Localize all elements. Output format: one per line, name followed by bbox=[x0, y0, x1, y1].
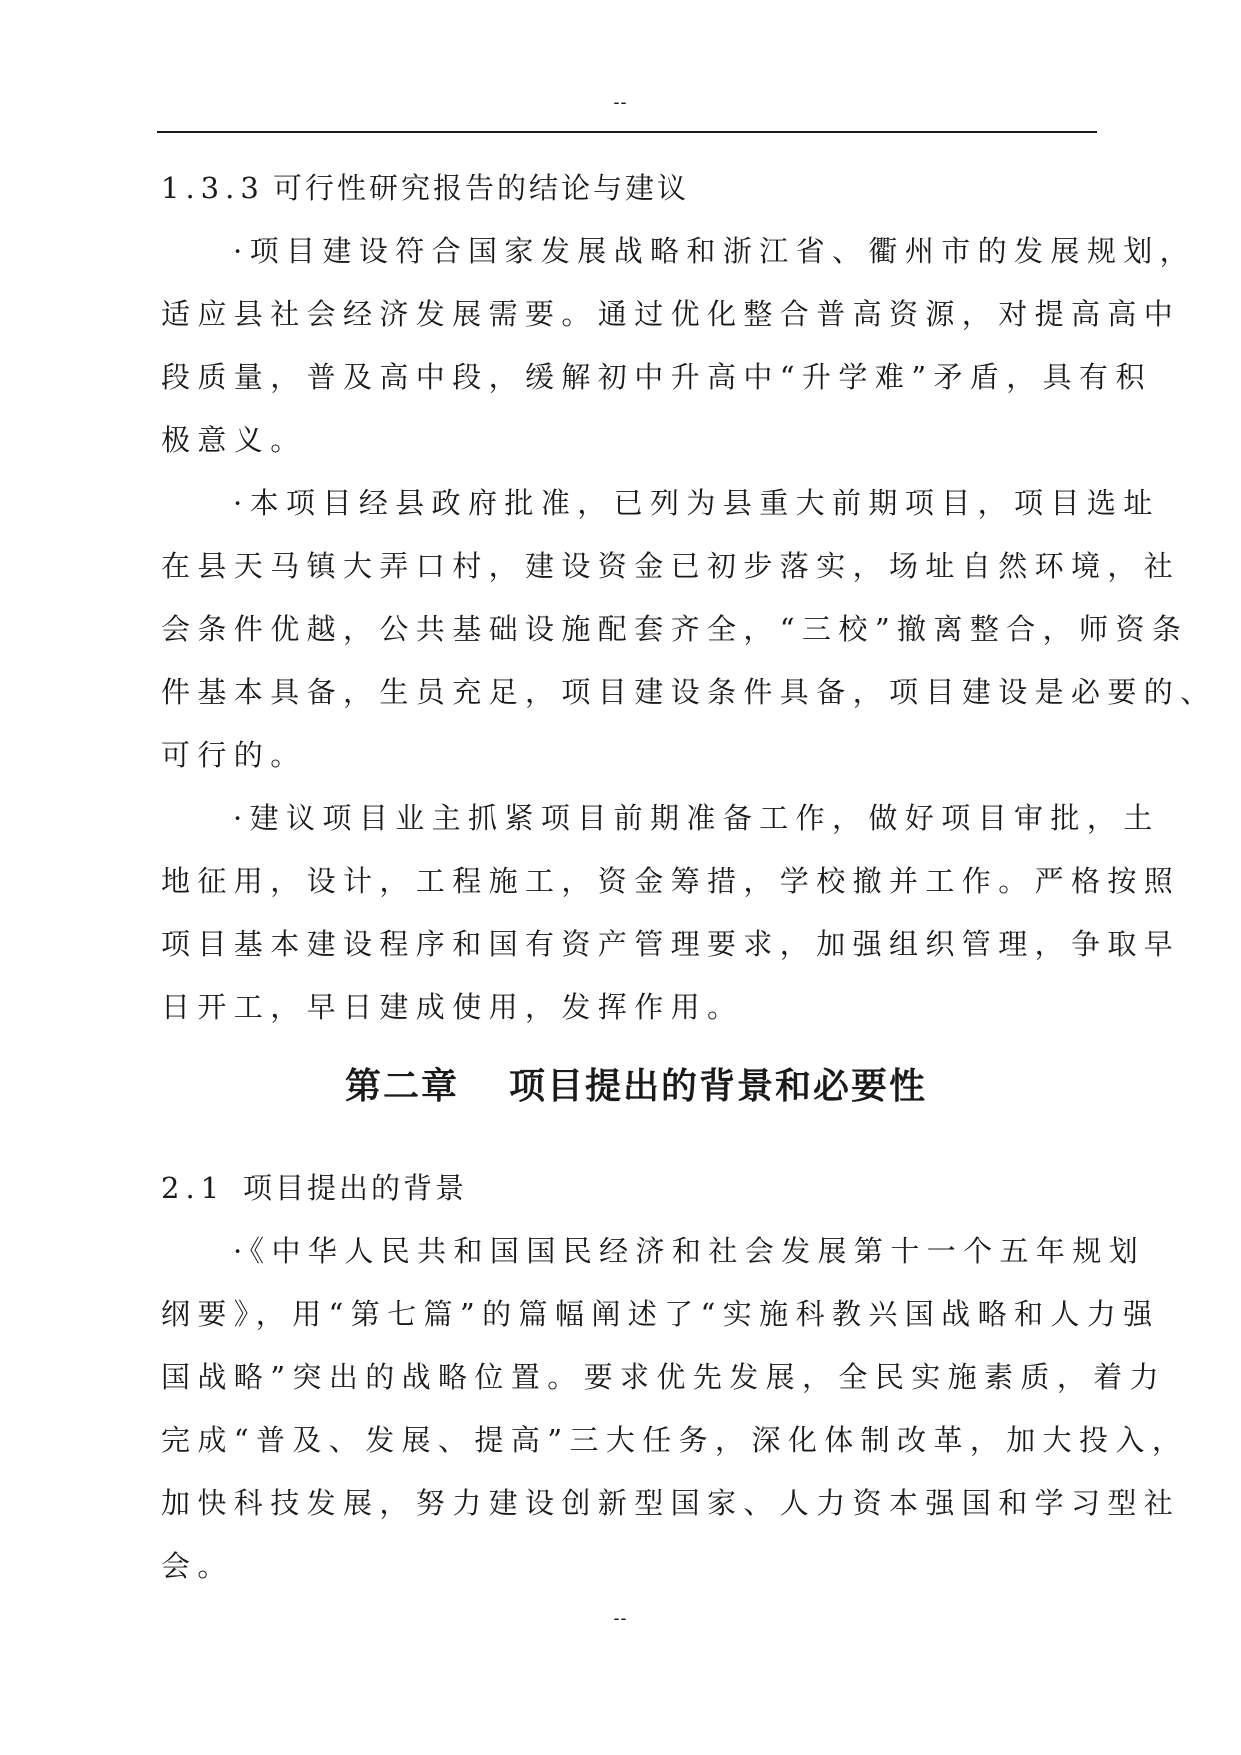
paragraph-line: 日开工，早日建成使用，发挥作用。 bbox=[161, 990, 744, 1024]
paragraph-line: 完成“普及、发展、提高”三大任务，深化体制改革，加大投入， bbox=[161, 1423, 1189, 1457]
paragraph-line: 项目基本建设程序和国有资产管理要求，加强组织管理，争取早 bbox=[161, 927, 1181, 961]
paragraph-line: 极意义。 bbox=[161, 423, 307, 457]
paragraph-line: 件基本具备，生员充足，项目建设条件具备，项目建设是必要的、 bbox=[161, 675, 1217, 709]
section-number: 2.1 bbox=[161, 1171, 226, 1205]
page-footer-mark: -- bbox=[613, 1608, 628, 1628]
paragraph-line: 会条件优越，公共基础设施配套齐全，“三校”撤离整合，师资条 bbox=[161, 612, 1189, 646]
chapter-label: 第二章 bbox=[344, 1066, 459, 1107]
page-header-mark: -- bbox=[613, 92, 628, 112]
header-rule bbox=[157, 131, 1097, 133]
paragraph-line: ·《中华人民共和国国民经济和社会发展第十一个五年规划 bbox=[233, 1234, 1146, 1268]
section-number: 1.3.3 bbox=[161, 171, 265, 205]
paragraph-line: ·项目建设符合国家发展战略和浙江省、衢州市的发展规划， bbox=[233, 234, 1197, 268]
chapter-heading bbox=[161, 1039, 1091, 1157]
paragraph-line: 可行的。 bbox=[161, 738, 307, 772]
section-1-3-3-paragraph-3 bbox=[161, 787, 1181, 1039]
paragraph-line: 段质量，普及高中段，缓解初中升高中“升学难”矛盾，具有积 bbox=[161, 360, 1152, 394]
paragraph-line: 国战略”突出的战略位置。要求优先发展，全民实施素质，着力 bbox=[161, 1360, 1167, 1394]
section-2-1-heading bbox=[161, 1157, 1091, 1220]
section-title: 项目提出的背景 bbox=[243, 1171, 468, 1205]
paragraph-line: 纲要》，用“第七篇”的篇幅阐述了“实施科教兴国战略和人力强 bbox=[161, 1297, 1160, 1331]
section-1-3-3-paragraph-2 bbox=[161, 472, 1217, 787]
section-2-1-paragraph-1 bbox=[161, 1220, 1189, 1598]
paragraph-line: ·建议项目业主抓紧项目前期准备工作，做好项目审批，土 bbox=[233, 801, 1160, 835]
chapter-title: 项目提出的背景和必要性 bbox=[509, 1066, 928, 1107]
paragraph-line: 在县天马镇大弄口村，建设资金已初步落实，场址自然环境，社 bbox=[161, 549, 1181, 583]
paragraph-line: 加快科技发展，努力建设创新型国家、人力资本强国和学习型社 bbox=[161, 1486, 1181, 1520]
paragraph-line: 会。 bbox=[161, 1549, 234, 1583]
paragraph-line: 适应县社会经济发展需要。通过优化整合普高资源，对提高高中 bbox=[161, 297, 1181, 331]
section-1-3-3-paragraph-1 bbox=[161, 220, 1197, 472]
section-title: 可行性研究报告的结论与建议 bbox=[273, 171, 690, 205]
paragraph-line: 地征用，设计，工程施工，资金筹措，学校撤并工作。严格按照 bbox=[161, 864, 1181, 898]
section-1-3-3-heading bbox=[161, 157, 1091, 220]
paragraph-line: ·本项目经县政府批准，已列为县重大前期项目，项目选址 bbox=[233, 486, 1160, 520]
document-body bbox=[161, 157, 1217, 1598]
